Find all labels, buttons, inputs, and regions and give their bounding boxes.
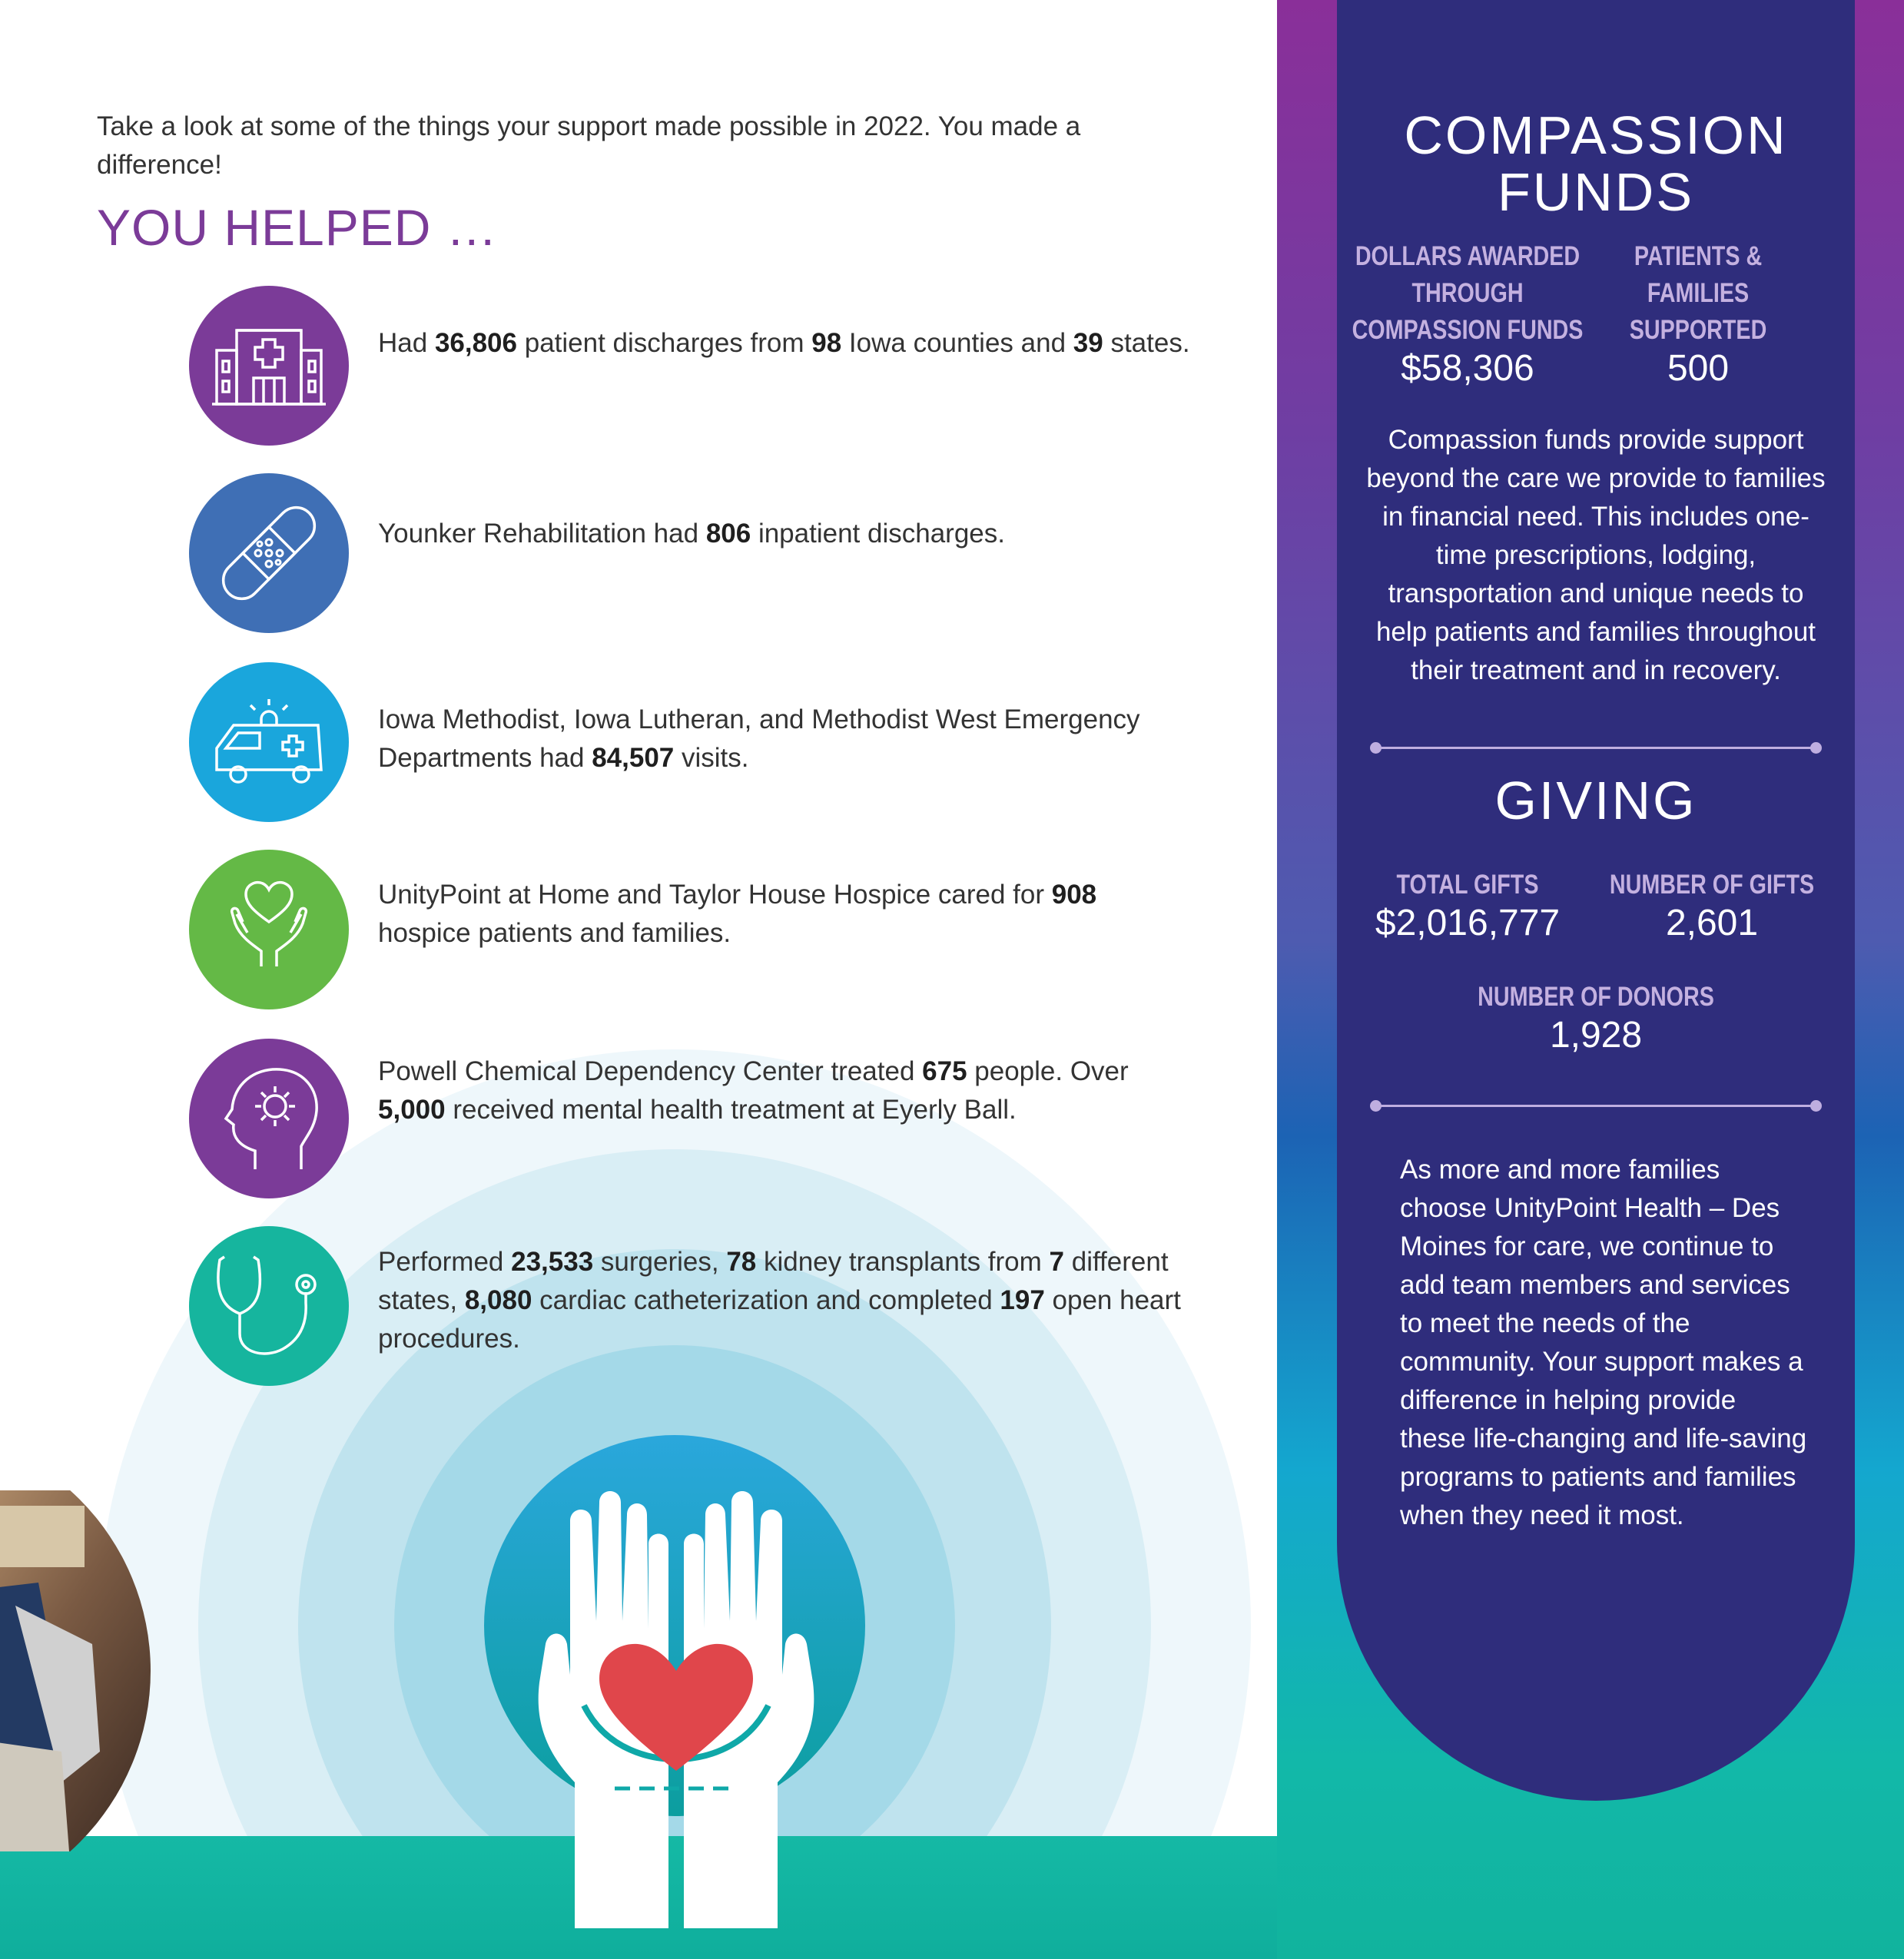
stat-number: 7: [1049, 1247, 1064, 1277]
stat-number: 84,507: [592, 743, 675, 773]
intro-text: Take a look at some of the things your support made possible in 2022. You made a difference!: [97, 111, 1081, 180]
icon-circle: [189, 850, 349, 1009]
patients-supported-label: PATIENTS & FAMILIES SUPPORTED: [1629, 241, 1767, 345]
stat-text: hospice patients and families.: [378, 918, 731, 948]
compassion-title-line1: COMPASSION: [1404, 105, 1788, 165]
item-text: [378, 876, 1192, 953]
stat-number: 908: [1051, 880, 1097, 910]
stat-item-surgeries: [189, 1226, 1219, 1386]
stat-text: surgeries,: [593, 1247, 727, 1277]
compassion-description: Compassion funds provide support beyond the care we provide to families in financial need. This includes one-time prescriptions, lodging, transportation and unique needs to help patients and families throughout their treatment and in recovery.: [1366, 425, 1826, 685]
stat-text: cardiac catheterization and completed: [532, 1285, 1000, 1315]
stat-text: Iowa counties and: [841, 328, 1073, 358]
stat-text: visits.: [674, 743, 749, 773]
stat-item-mental-health: [189, 1039, 1219, 1198]
stat-item-hospice: [189, 850, 1219, 1009]
item-text: [378, 1052, 1192, 1129]
total-gifts-label: TOTAL GIFTS: [1396, 870, 1539, 900]
head-gear-icon: [189, 1039, 349, 1198]
icon-circle: [189, 473, 349, 633]
right-info-panel: [1337, 0, 1855, 1801]
stat-text: Powell Chemical Dependency Center treated: [378, 1056, 923, 1086]
icon-circle: [189, 1039, 349, 1198]
number-of-donors-value: 1,928: [1549, 1015, 1643, 1056]
section-divider: [1375, 747, 1816, 749]
number-of-gifts-label: NUMBER OF GIFTS: [1609, 870, 1815, 900]
item-text: [378, 324, 1192, 363]
hands-heart-emblem: [484, 1429, 868, 1959]
stat-text: people. Over: [967, 1056, 1129, 1086]
section-divider: [1375, 1105, 1816, 1107]
stat-number: 36,806: [434, 328, 517, 358]
number-of-donors-label: NUMBER OF DONORS: [1478, 982, 1714, 1012]
patients-supported-value: 500: [1667, 348, 1730, 389]
hospital-building-icon: [189, 286, 349, 446]
bandage-icon: [189, 473, 349, 633]
icon-circle: [189, 286, 349, 446]
stat-item-rehabilitation: [189, 473, 1219, 633]
stat-number: 197: [1000, 1285, 1045, 1315]
stat-number: 39: [1073, 328, 1103, 358]
number-of-gifts-value: 2,601: [1665, 903, 1759, 943]
stat-number: 675: [922, 1056, 967, 1086]
stat-text: received mental health treatment at Eyerly Ball.: [445, 1095, 1017, 1125]
closing-paragraph: As more and more families choose UnityPoint Health – Des Moines for care, we continue to add team members and services to meet the needs of the community. Your support makes a difference in helping provide these life-changing and life-saving programs to patients and families when they need it most.: [1400, 1155, 1807, 1530]
stat-text: Had: [378, 328, 435, 358]
total-gifts-value: $2,016,777: [1375, 903, 1561, 943]
stat-number: 8,080: [464, 1285, 532, 1315]
stat-item-discharges: [189, 286, 1219, 446]
giving-title: GIVING: [1494, 771, 1697, 830]
icon-circle: [189, 662, 349, 822]
stat-text: different states,: [378, 1247, 1169, 1315]
stethoscope-icon: [189, 1226, 349, 1386]
dollars-awarded-label: DOLLARS AWARDED THROUGH COMPASSION FUNDS: [1352, 241, 1584, 345]
stat-text: kidney transplants from: [756, 1247, 1050, 1277]
volunteer-photo-image: [0, 1490, 151, 1851]
stat-text: patient discharges from: [517, 328, 812, 358]
stat-number: 806: [705, 519, 751, 549]
stat-number: 78: [726, 1247, 757, 1277]
stat-text: inpatient discharges.: [751, 519, 1005, 549]
compassion-title-line2: FUNDS: [1497, 162, 1695, 222]
icon-circle: [189, 1226, 349, 1386]
hands-heart-icon: [189, 850, 349, 1009]
stat-number: 5,000: [378, 1095, 446, 1125]
stat-number: 23,533: [511, 1247, 594, 1277]
stat-text: open heart procedures.: [378, 1285, 1181, 1354]
item-text: [378, 1243, 1192, 1358]
stat-text: Younker Rehabilitation had: [378, 519, 706, 549]
stat-text: states.: [1103, 328, 1190, 358]
you-helped-heading: YOU HELPED …: [97, 199, 498, 256]
dollars-awarded-value: $58,306: [1401, 348, 1534, 389]
stat-text: Iowa Methodist, Iowa Lutheran, and Methodist West Emergency Departments had: [378, 704, 1140, 773]
stat-text: UnityPoint at Home and Taylor House Hospice cared for: [378, 880, 1052, 910]
ambulance-icon: [189, 662, 349, 822]
stat-item-emergency: [189, 662, 1219, 822]
stat-text: Performed: [378, 1247, 512, 1277]
stat-number: 98: [811, 328, 842, 358]
item-text: [378, 701, 1192, 777]
item-text: [378, 515, 1192, 553]
